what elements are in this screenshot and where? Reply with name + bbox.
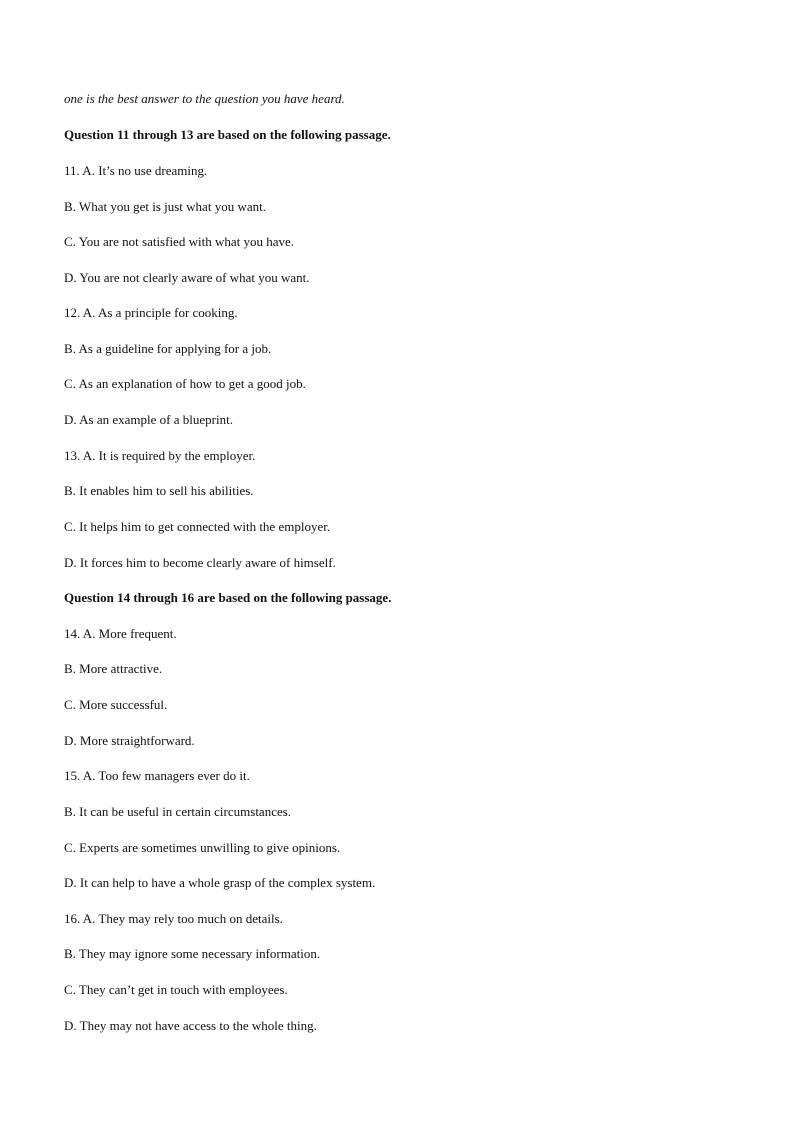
question-15-option-b: B. It can be useful in certain circumstances. bbox=[64, 804, 292, 819]
question-11-option-b: B. What you get is just what you want. bbox=[64, 199, 266, 214]
question-12-option-a: 12. A. As a principle for cooking. bbox=[64, 305, 238, 320]
intro-text: one is the best answer to the question you have heard. bbox=[64, 91, 345, 106]
question-15-option-a: 15. A. Too few managers ever do it. bbox=[64, 768, 250, 783]
question-14-option-c: C. More successful. bbox=[64, 697, 168, 712]
question-11-option-a: 11. A. It’s no use dreaming. bbox=[64, 163, 208, 178]
question-15-option-c: C. Experts are sometimes unwilling to give opinions. bbox=[64, 840, 341, 855]
question-16-option-a: 16. A. They may rely too much on details. bbox=[64, 911, 283, 926]
question-14-option-a: 14. A. More frequent. bbox=[64, 626, 177, 641]
question-16-option-b: B. They may ignore some necessary information. bbox=[64, 946, 321, 961]
question-16-option-d: D. They may not have access to the whole thing. bbox=[64, 1018, 317, 1033]
question-16-option-c: C. They can’t get in touch with employees. bbox=[64, 982, 288, 997]
question-11-option-c: C. You are not satisfied with what you have. bbox=[64, 234, 295, 249]
question-13-option-b: B. It enables him to sell his abilities. bbox=[64, 483, 254, 498]
section-heading: Question 14 through 16 are based on the following passage. bbox=[64, 590, 392, 605]
question-15-option-d: D. It can help to have a whole grasp of the complex system. bbox=[64, 875, 376, 890]
question-13-option-d: D. It forces him to become clearly aware of himself. bbox=[64, 555, 336, 570]
question-12-option-b: B. As a guideline for applying for a job. bbox=[64, 341, 272, 356]
section-heading: Question 11 through 13 are based on the following passage. bbox=[64, 127, 391, 142]
question-13-option-a: 13. A. It is required by the employer. bbox=[64, 448, 256, 463]
question-14-option-d: D. More straightforward. bbox=[64, 733, 195, 748]
question-13-option-c: C. It helps him to get connected with the employer. bbox=[64, 519, 331, 534]
question-12-option-d: D. As an example of a blueprint. bbox=[64, 412, 233, 427]
question-14-option-b: B. More attractive. bbox=[64, 661, 163, 676]
question-11-option-d: D. You are not clearly aware of what you want. bbox=[64, 270, 310, 285]
question-12-option-c: C. As an explanation of how to get a good job. bbox=[64, 376, 306, 391]
